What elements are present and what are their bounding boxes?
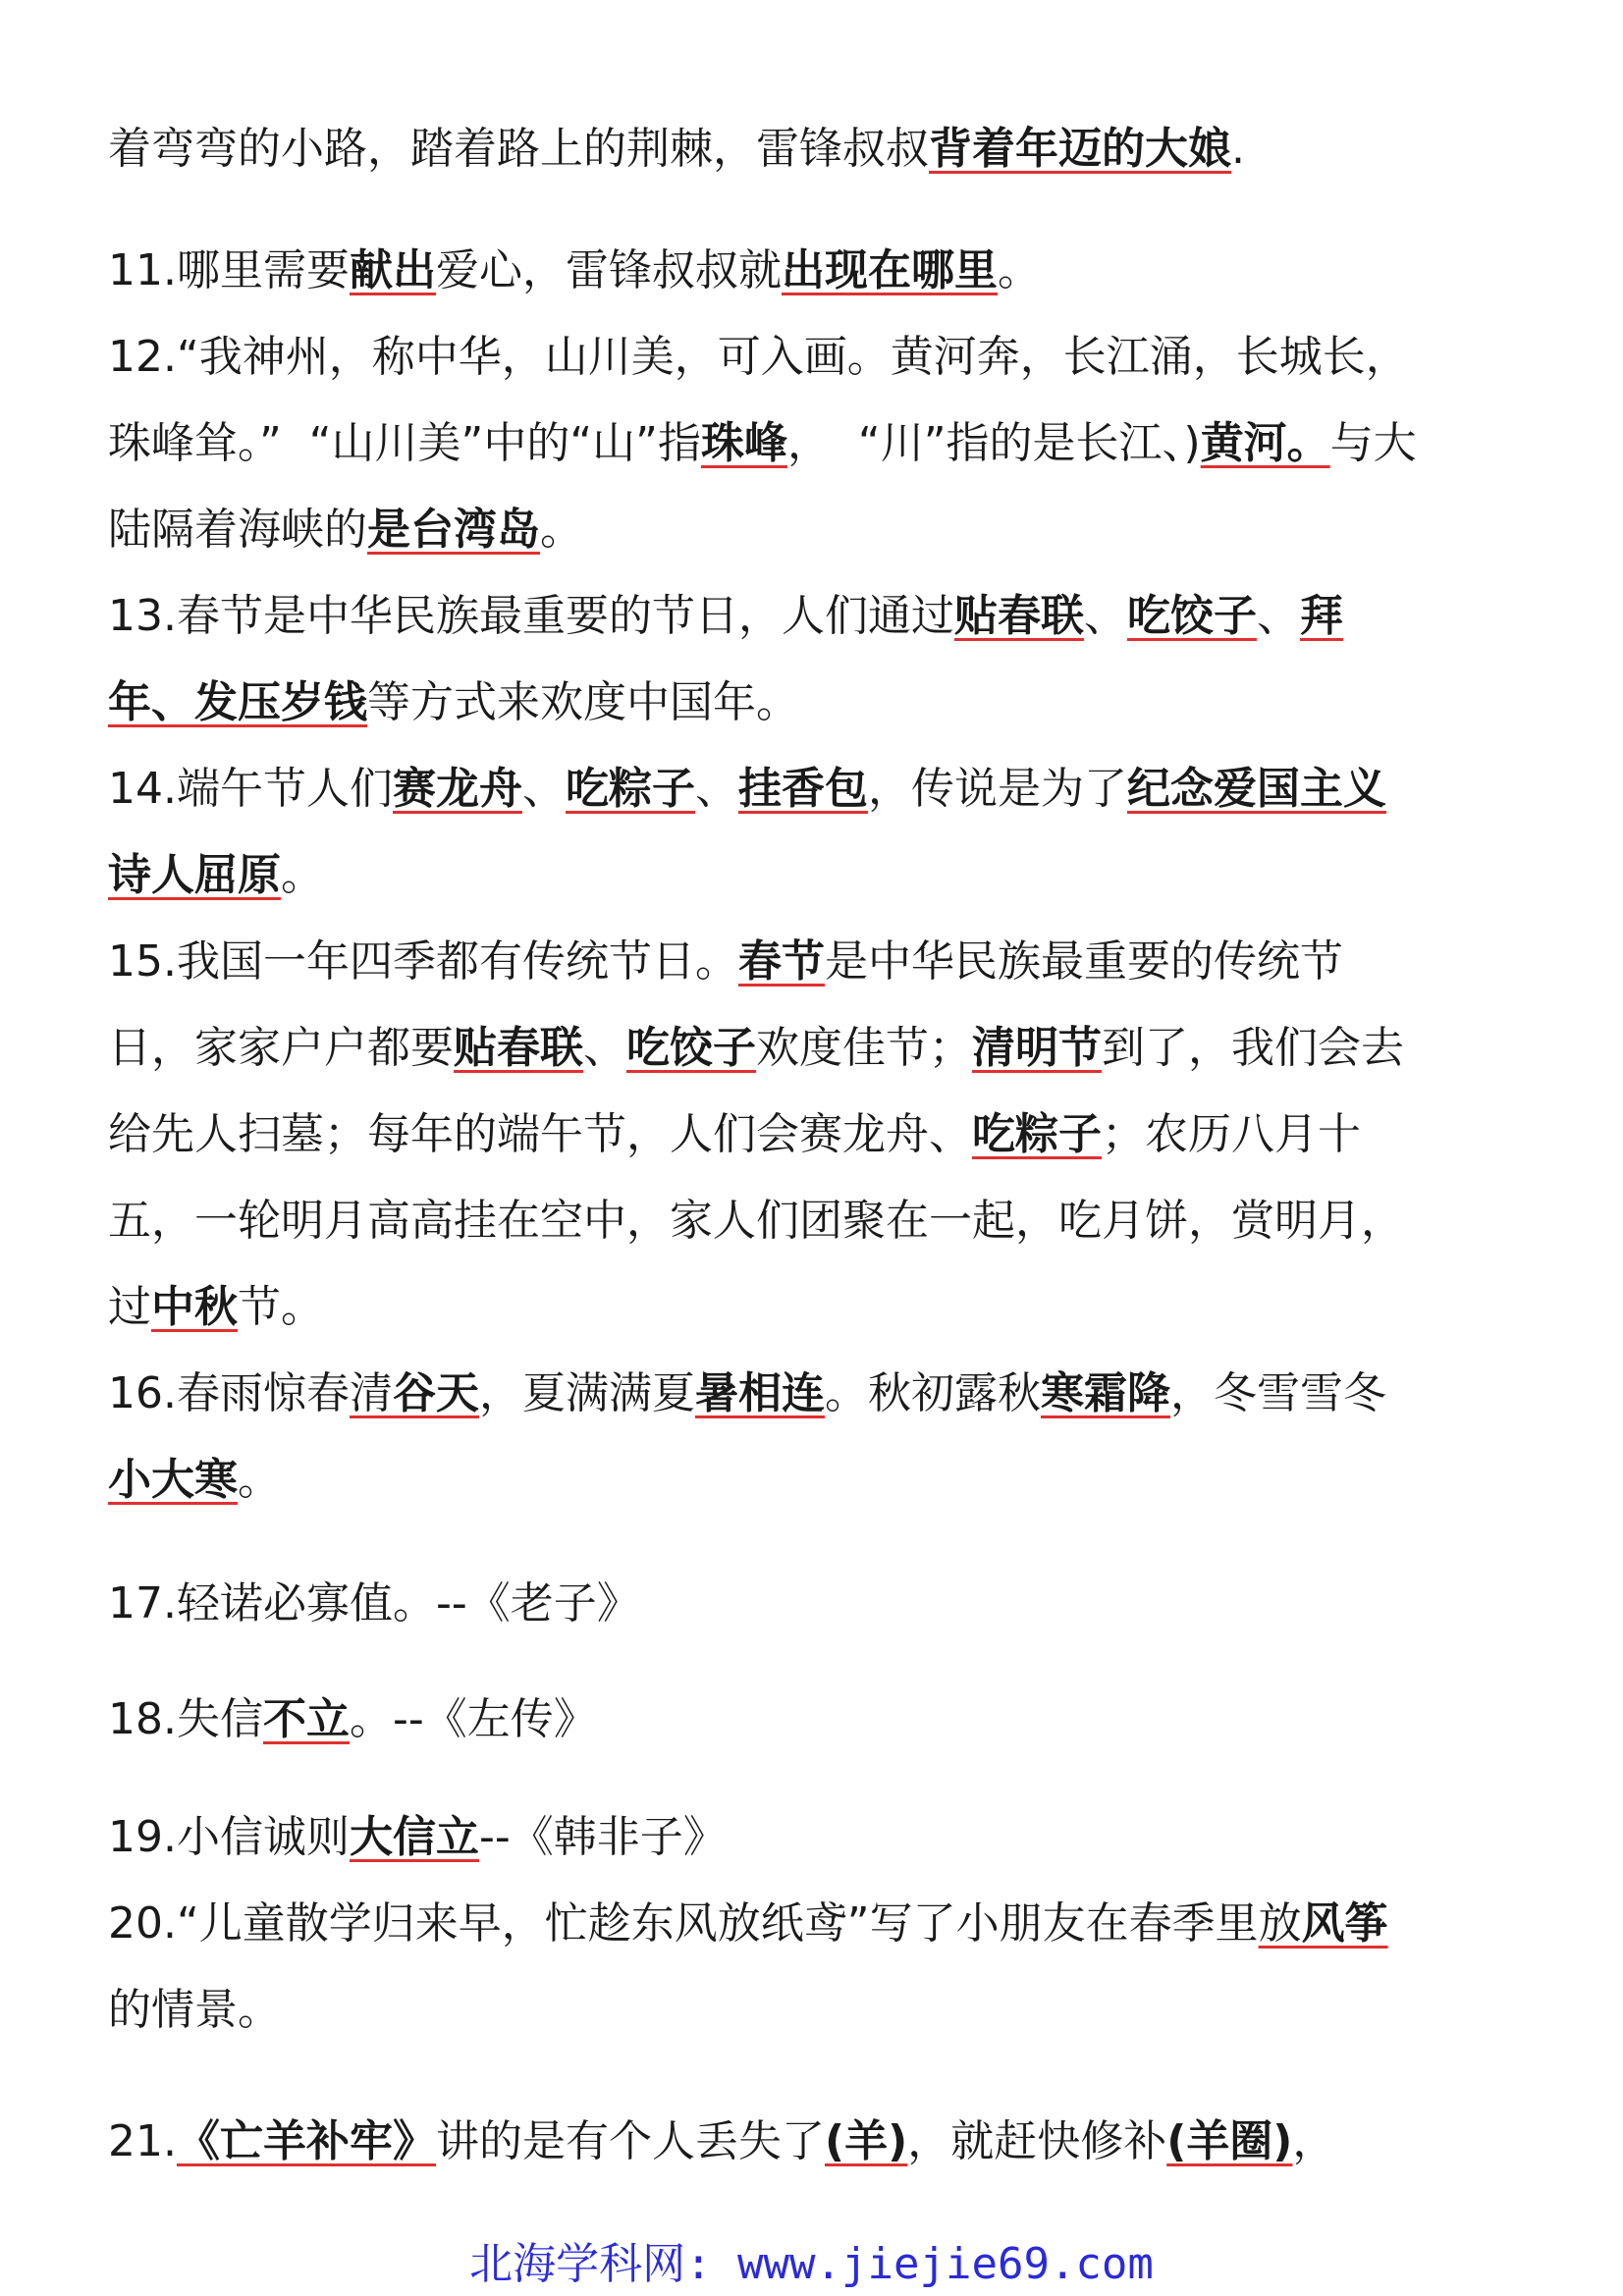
item-21 bbox=[108, 2099, 1424, 2185]
answer: 贴春联 bbox=[454, 1023, 583, 1073]
text: 、 bbox=[521, 764, 566, 814]
answer: 春节 bbox=[737, 936, 825, 987]
text: 20.“儿童散学归来早，忙趁东风放纸鸢”写了小朋友在春季里 bbox=[108, 1898, 1259, 1949]
item-20 bbox=[108, 1881, 1424, 2054]
answer: 献出 bbox=[349, 245, 436, 295]
answer: 黄河。 bbox=[1200, 418, 1330, 468]
footer-watermark: 北海学科网: www.jiejie69.com bbox=[469, 2239, 1154, 2289]
text: 爱心，雷锋叔叔就 bbox=[435, 245, 782, 295]
text: 13.春节是中华民族最重要的节日，人们通过 bbox=[108, 591, 954, 641]
text: 。 bbox=[540, 505, 583, 555]
answer: 拜年、发压岁钱 bbox=[108, 591, 1343, 727]
text: 节。 bbox=[238, 1282, 324, 1332]
text: 、 bbox=[694, 764, 738, 814]
text: 。--《左传》 bbox=[349, 1694, 597, 1744]
underlined-text: 清 bbox=[349, 1368, 393, 1418]
answer: 大信立 bbox=[349, 1812, 479, 1862]
text: ，夏满满夏 bbox=[478, 1368, 695, 1418]
text: 。秋初露秋 bbox=[824, 1368, 1041, 1418]
text: ， “川”指的是长江、) bbox=[786, 418, 1201, 468]
answer: 《亡羊补牢》 bbox=[176, 2116, 436, 2166]
answer: 小大寒 bbox=[108, 1455, 238, 1505]
item-12 bbox=[108, 314, 1424, 573]
answer: 纪念爱国主义诗人屈原 bbox=[108, 764, 1386, 900]
text: 的情景。 bbox=[108, 1985, 281, 2035]
answer: 谷天 bbox=[392, 1368, 479, 1418]
text: 欢度佳节； bbox=[756, 1023, 972, 1073]
text: ， bbox=[1292, 2116, 1336, 2166]
item-19 bbox=[108, 1794, 1424, 1881]
text: --《韩非子》 bbox=[478, 1812, 727, 1862]
answer: 是台湾岛 bbox=[367, 505, 540, 555]
answer: 吃粽子 bbox=[972, 1109, 1102, 1159]
text: 、 bbox=[583, 1023, 626, 1073]
answer: 中秋 bbox=[151, 1282, 238, 1332]
answer: 吃粽子 bbox=[565, 764, 695, 814]
answer: 风筝 bbox=[1301, 1898, 1388, 1949]
text: ；农历八月十五，一轮明月高高挂在空中，家人们团聚在一起，吃月饼，赏明月，过 bbox=[108, 1109, 1404, 1332]
item-11 bbox=[108, 228, 1424, 314]
text: 、 bbox=[1256, 591, 1300, 641]
item-10-continued bbox=[108, 106, 1424, 192]
answer: 寒霜降 bbox=[1040, 1368, 1170, 1418]
text: ，传说是为了 bbox=[867, 764, 1127, 814]
text: 18.失信 bbox=[108, 1694, 263, 1744]
text: 、 bbox=[1083, 591, 1127, 641]
text: 。 bbox=[281, 850, 324, 900]
answer: 吃饺子 bbox=[1126, 591, 1257, 641]
text: ，冬雪雪冬 bbox=[1169, 1368, 1386, 1418]
underlined-text: 放 bbox=[1258, 1898, 1302, 1949]
answer: 出现在哪里 bbox=[781, 245, 998, 295]
item-17 bbox=[108, 1561, 1424, 1647]
text: 17.轻诺必寡值。--《老子》 bbox=[108, 1578, 640, 1629]
text: 着弯弯的小路，踏着路上的荆棘，雷锋叔叔 bbox=[108, 124, 929, 174]
item-16 bbox=[108, 1351, 1424, 1523]
answer: 珠峰 bbox=[700, 418, 787, 468]
answer: (羊圈) bbox=[1166, 2116, 1293, 2166]
text: 。 bbox=[997, 245, 1041, 295]
item-13 bbox=[108, 573, 1424, 746]
item-15 bbox=[108, 919, 1424, 1351]
answer: 暑相连 bbox=[694, 1368, 825, 1418]
text: 等方式来欢度中国年。 bbox=[367, 677, 799, 727]
text: 与大陆隔着海峡的 bbox=[108, 418, 1417, 555]
item-14 bbox=[108, 746, 1424, 919]
answer: 背着年迈的大娘 bbox=[929, 124, 1231, 174]
answer: 贴春联 bbox=[953, 591, 1084, 641]
text: ，就赶快修补 bbox=[907, 2116, 1167, 2166]
answer: (羊) bbox=[824, 2116, 908, 2166]
text: 16.春雨惊春 bbox=[108, 1368, 350, 1418]
text: . bbox=[1231, 124, 1245, 174]
text: 到了，我们会去给先人扫墓；每年的端午节，人们会赛龙舟、 bbox=[108, 1023, 1404, 1159]
item-18 bbox=[108, 1677, 1424, 1763]
text: 是中华民族最重要的传统节日，家家户户都要 bbox=[108, 936, 1343, 1073]
answer: 挂香包 bbox=[737, 764, 868, 814]
text: 21. bbox=[108, 2116, 177, 2166]
text: 14.端午节人们 bbox=[108, 764, 393, 814]
text: 19.小信诚则 bbox=[108, 1812, 350, 1862]
answer: 清明节 bbox=[972, 1023, 1102, 1073]
text: 15.我国一年四季都有传统节日。 bbox=[108, 936, 738, 987]
text: 11.哪里需要 bbox=[108, 245, 350, 295]
answer: 赛龙舟 bbox=[392, 764, 522, 814]
answer: 不立 bbox=[262, 1694, 350, 1744]
answer: 吃饺子 bbox=[626, 1023, 756, 1073]
text: 讲的是有个人丢失了 bbox=[435, 2116, 825, 2166]
text: 12.“我神州，称中华，山川美，可入画。黄河奔，长江涌，长城长，珠峰耸。” “山川美”中的“山”指 bbox=[108, 332, 1409, 468]
text: 。 bbox=[238, 1455, 281, 1505]
